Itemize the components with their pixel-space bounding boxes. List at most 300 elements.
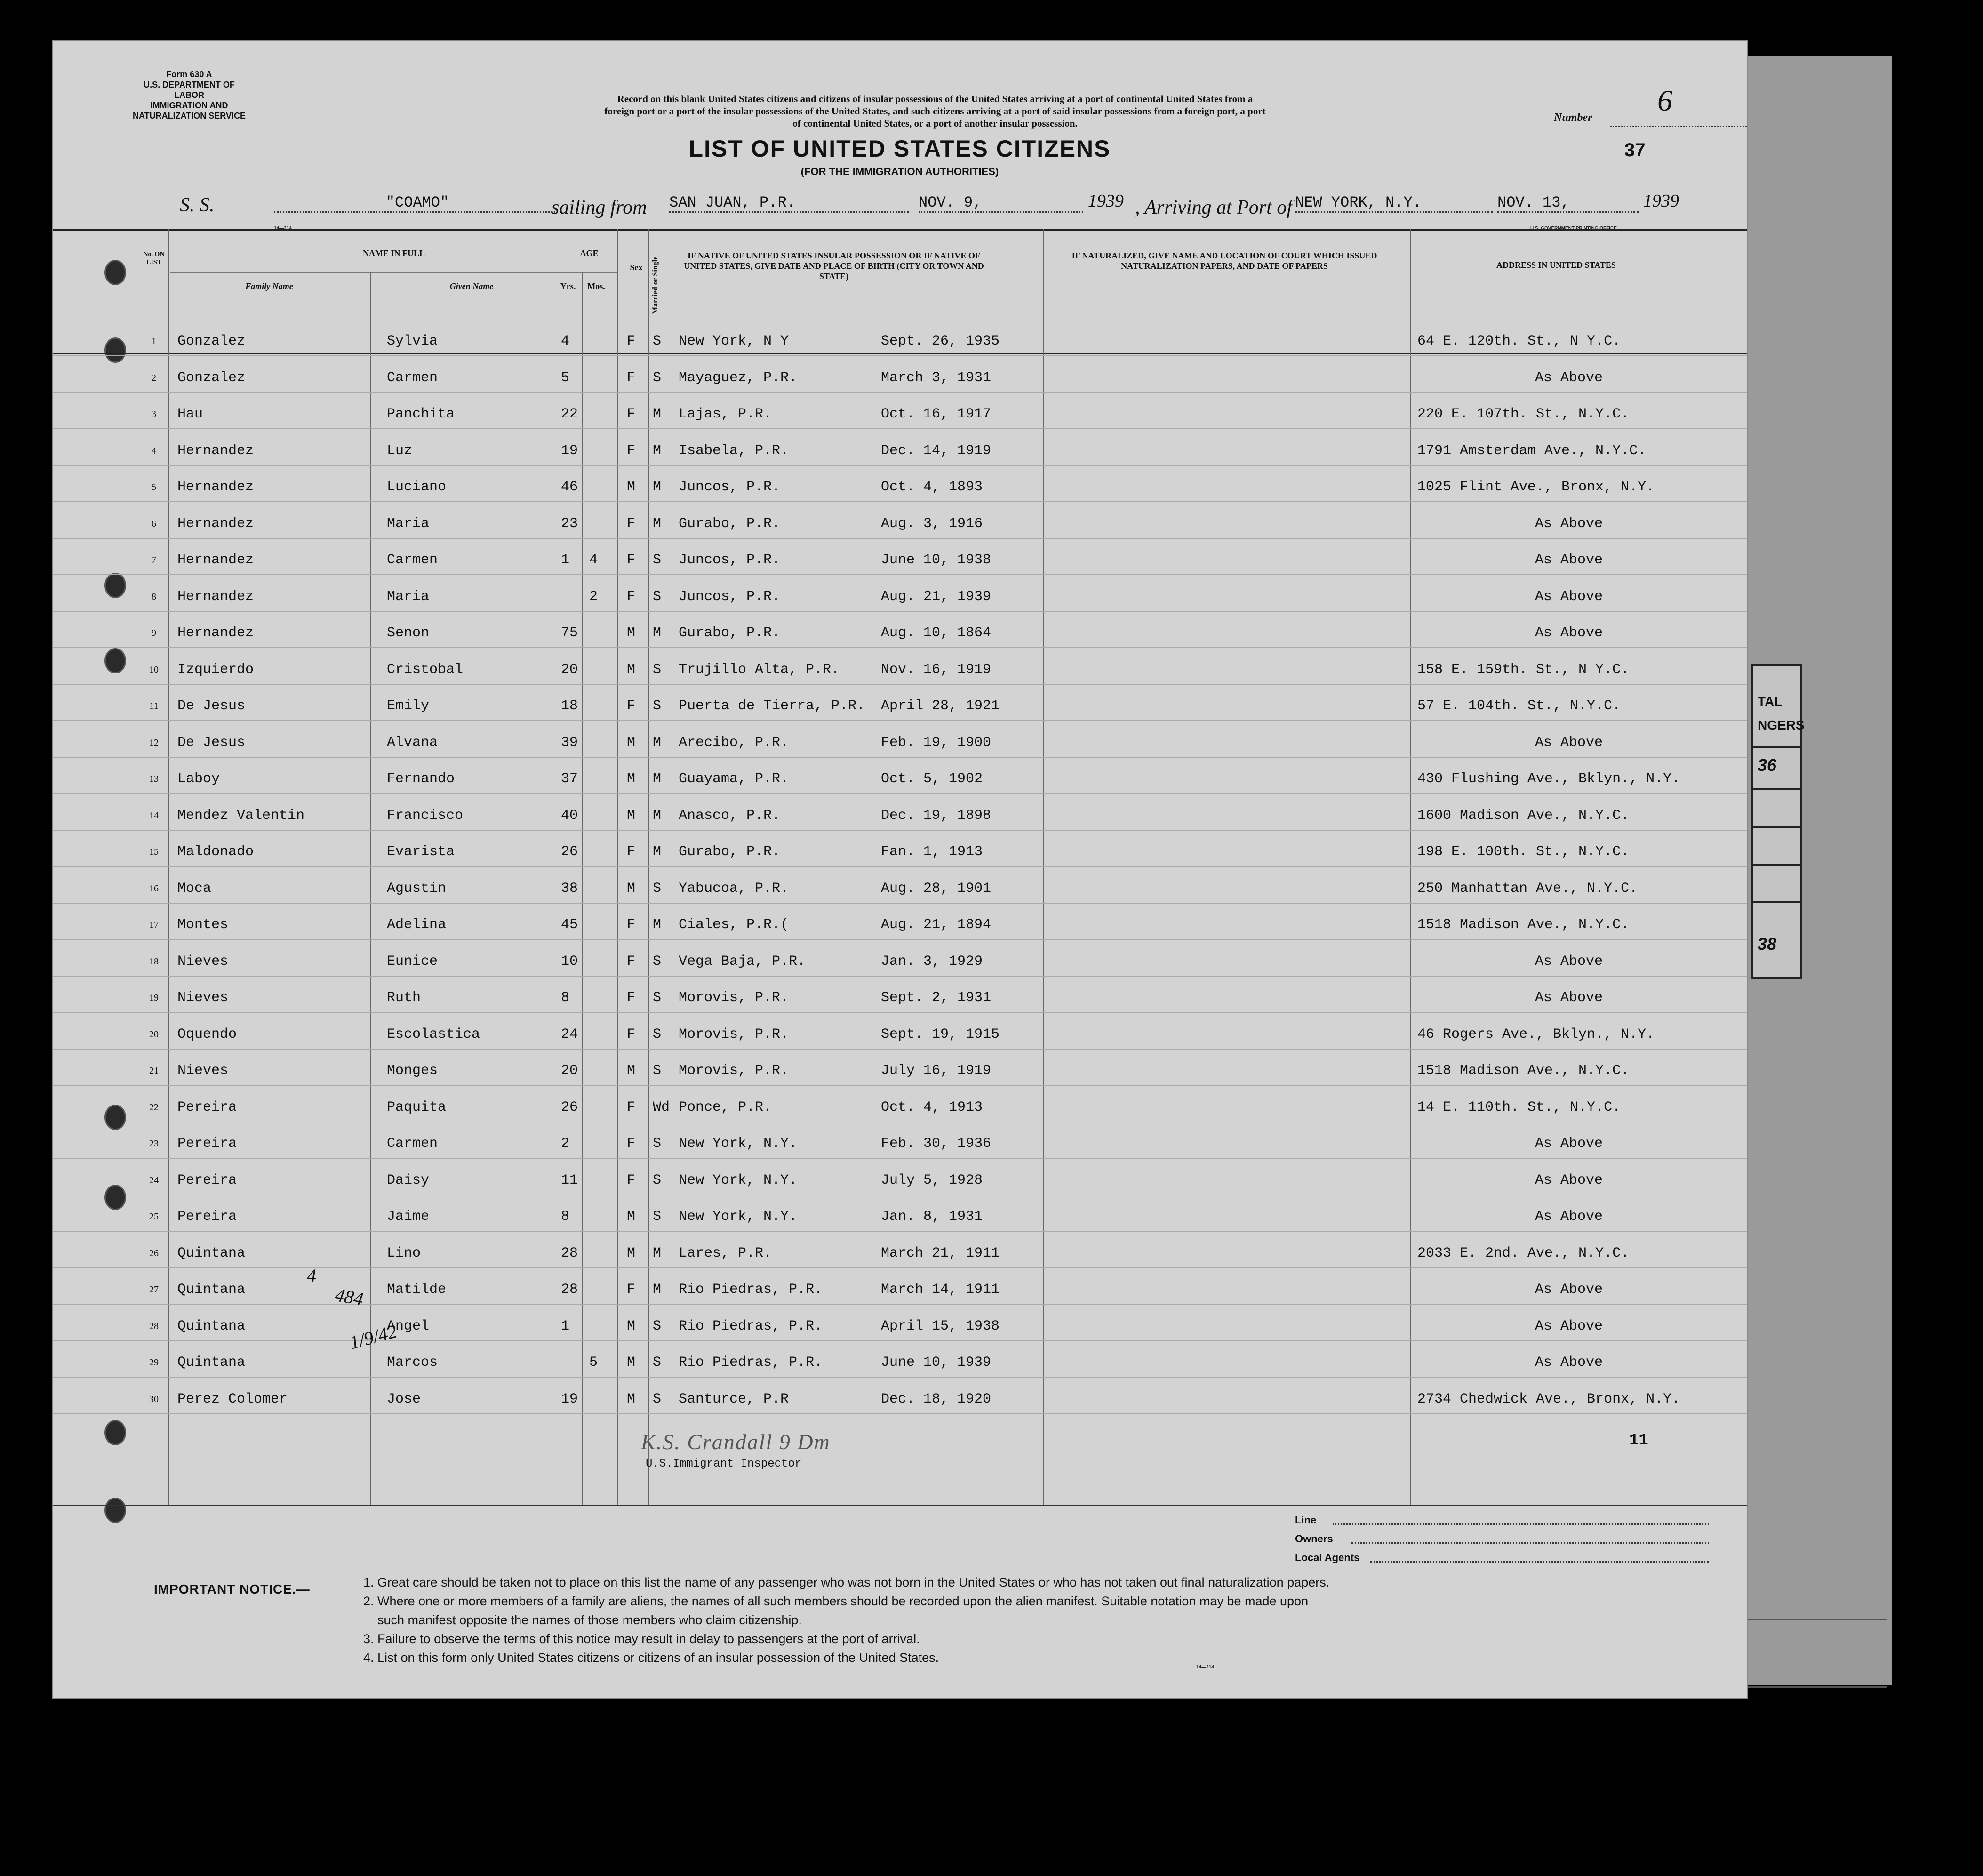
header-naturalized: IF NATURALIZED, GIVE NAME AND LOCATION OF COURT WHICH ISSUED NATURALIZATION PAPERS, AND DATE OF PAPERS — [1071, 251, 1377, 271]
cell-date: March 3, 1931 — [881, 369, 992, 386]
cell-date: March 21, 1911 — [881, 1245, 1000, 1261]
cell-ms: M — [653, 807, 662, 824]
cell-address: 2734 Chedwick Ave., Bronx, N.Y. — [1417, 1391, 1680, 1407]
cell-ms: S — [653, 698, 662, 714]
column-rule — [1410, 229, 1411, 1505]
cell-ms: M — [653, 1282, 662, 1298]
cell-sex: F — [627, 1282, 636, 1298]
cell-family: Oquendo — [177, 1026, 237, 1042]
cell-address: As Above — [1535, 734, 1603, 751]
arrival-year: 1939 — [1643, 191, 1679, 211]
cell-address: 1600 Madison Ave., N.Y.C. — [1417, 807, 1630, 824]
cell-no: 17 — [149, 920, 159, 930]
departure-date: NOV. 9, — [919, 194, 1083, 213]
cell-given: Adelina — [387, 917, 447, 933]
notice-lead: IMPORTANT NOTICE.— — [154, 1582, 310, 1596]
cell-yrs: 23 — [561, 515, 578, 532]
cell-date: March 14, 1911 — [881, 1282, 1000, 1298]
cell-yrs: 22 — [561, 406, 578, 422]
header-married-single: Married or Single — [651, 256, 659, 314]
row-rule — [53, 465, 1747, 466]
page-stack-lines — [1746, 1619, 1887, 1688]
cell-address: 250 Manhattan Ave., N.Y.C. — [1417, 880, 1638, 897]
side-tab-card — [1751, 664, 1805, 979]
record-instructions — [359, 93, 1511, 129]
number-label: Number — [1554, 112, 1592, 124]
cell-ms: M — [653, 406, 662, 422]
cell-yrs: 1 — [561, 1318, 570, 1334]
cell-given: Cristobal — [387, 661, 464, 678]
cell-address: As Above — [1535, 1172, 1603, 1188]
cell-family: Izquierdo — [177, 661, 254, 678]
dept-line: IMMIGRATION AND — [150, 101, 228, 110]
cell-given: Escolastica — [387, 1026, 480, 1042]
cell-ms: S — [653, 880, 662, 897]
cell-sex: F — [627, 953, 636, 970]
owners-label: Owners — [1295, 1533, 1333, 1545]
cell-sex: F — [627, 515, 636, 532]
side-tab-text-1: TAL — [1758, 694, 1783, 709]
cell-address: 1791 Amsterdam Ave., N.Y.C. — [1417, 442, 1647, 459]
cell-no: 11 — [149, 701, 159, 711]
binder-hole — [104, 1105, 126, 1130]
form-number: Form 630 A — [166, 70, 212, 79]
cell-no: 24 — [149, 1175, 159, 1186]
cell-family: Pereira — [177, 1136, 237, 1152]
page-title: LIST OF UNITED STATES CITIZENS — [688, 136, 1111, 162]
cell-yrs: 46 — [561, 479, 578, 495]
cell-address: 14 E. 110th. St., N.Y.C. — [1417, 1099, 1621, 1115]
cell-place: Gurabo, P.R. — [679, 515, 781, 532]
cell-address: As Above — [1535, 953, 1603, 970]
cell-family: Hernandez — [177, 479, 254, 495]
column-rule — [648, 229, 649, 1505]
hand-annotation-b: 484 — [333, 1284, 365, 1310]
cell-given: Monges — [387, 1063, 438, 1079]
row-rule — [53, 428, 1747, 429]
cell-family: De Jesus — [177, 734, 246, 751]
cell-place: New York, N.Y. — [679, 1172, 798, 1188]
local-agents-field — [1370, 1561, 1709, 1563]
manifest-page — [52, 40, 1748, 1699]
cell-yrs: 38 — [561, 880, 578, 897]
row-rule — [53, 501, 1747, 502]
cell-yrs: 19 — [561, 442, 578, 459]
row-rule — [53, 1231, 1747, 1232]
cell-address: 57 E. 104th. St., N.Y.C. — [1417, 698, 1621, 714]
cell-place: New York, N.Y. — [679, 1209, 798, 1225]
cell-date: Nov. 16, 1919 — [881, 661, 992, 678]
cell-given: Carmen — [387, 369, 438, 386]
cell-given: Carmen — [387, 1136, 438, 1152]
cell-place: Guayama, P.R. — [679, 771, 789, 787]
cell-given: Jaime — [387, 1209, 430, 1225]
cell-sex: F — [627, 588, 636, 605]
cell-no: 26 — [149, 1248, 159, 1259]
row-rule — [53, 538, 1747, 539]
cell-no: 9 — [152, 628, 156, 638]
cell-date: June 10, 1938 — [881, 552, 992, 568]
cell-sex: F — [627, 1136, 636, 1152]
cell-yrs: 20 — [561, 1063, 578, 1079]
page-number: 37 — [1624, 140, 1646, 160]
side-tab-rule — [1753, 901, 1800, 903]
cell-family: Pereira — [177, 1209, 237, 1225]
cell-no: 12 — [149, 737, 159, 748]
cell-place: Ponce, P.R. — [679, 1099, 772, 1115]
record-line: foreign port or a port of the insular possessions of the United States, and such citizens arriving at a port of said insular possessions from a foreign port, a port — [604, 105, 1266, 117]
cell-place: Santurce, P.R — [679, 1391, 789, 1407]
cell-ms: M — [653, 844, 662, 860]
owners-field — [1351, 1542, 1709, 1544]
cell-ms: M — [653, 479, 662, 495]
cell-address: As Above — [1535, 1209, 1603, 1225]
header-birth: IF NATIVE OF UNITED STATES INSULAR POSSESSION OR IF NATIVE OF UNITED STATES, GIVE DATE AND PLACE OF BIRTH (CITY OR TOWN AND STATE) — [684, 251, 984, 281]
cell-place: Isabela, P.R. — [679, 442, 789, 459]
column-rule — [1043, 229, 1044, 1505]
cell-date: Aug. 28, 1901 — [881, 880, 992, 897]
cell-ms: S — [653, 1172, 662, 1188]
hand-annotation-a: 4 — [307, 1265, 316, 1286]
cell-family: Quintana — [177, 1355, 246, 1371]
inspector-signature: K.S. Crandall 9 Dm — [641, 1430, 831, 1454]
cell-ms: S — [653, 333, 662, 349]
cell-date: Aug. 3, 1916 — [881, 515, 983, 532]
cell-place: Lajas, P.R. — [679, 406, 772, 422]
cell-sex: M — [627, 1245, 636, 1261]
cell-address: 220 E. 107th. St., N.Y.C. — [1417, 406, 1630, 422]
cell-given: Luz — [387, 442, 413, 459]
row-rule — [53, 1413, 1747, 1414]
cell-date: Oct. 16, 1917 — [881, 406, 992, 422]
cell-sex: F — [627, 990, 636, 1006]
departure-year: 1939 — [1088, 191, 1124, 211]
arriving-label: , Arriving at Port of — [1135, 197, 1293, 218]
cell-family: Hau — [177, 406, 203, 422]
notice-item: 4. List on this form only United States citizens or citizens of an insular possession of the United States. — [363, 1651, 939, 1665]
cell-place: New York, N.Y. — [679, 1136, 798, 1152]
cell-date: Aug. 21, 1894 — [881, 917, 992, 933]
line-label: Line — [1295, 1514, 1317, 1526]
cell-yrs: 5 — [561, 369, 570, 386]
cell-ms: S — [653, 369, 662, 386]
notice-item: such manifest opposite the names of those members who claim citizenship. — [377, 1613, 802, 1627]
cell-sex: F — [627, 698, 636, 714]
cell-sex: F — [627, 844, 636, 860]
side-tab-text-3: 36 — [1758, 755, 1777, 775]
column-rule — [617, 229, 618, 1505]
cell-address: As Above — [1535, 1136, 1603, 1152]
cell-no: 30 — [149, 1394, 159, 1404]
hand-annotation-c: 1/9/42 — [347, 1320, 400, 1354]
cell-no: 3 — [152, 409, 156, 419]
cell-yrs: 11 — [561, 1172, 578, 1188]
cell-given: Paquita — [387, 1099, 447, 1115]
cell-no: 6 — [152, 518, 156, 529]
cell-date: Oct. 4, 1913 — [881, 1099, 983, 1115]
cell-given: Agustin — [387, 880, 447, 897]
side-tab-rule — [1753, 788, 1800, 790]
cell-sex: F — [627, 917, 636, 933]
cell-no: 10 — [149, 664, 159, 675]
cell-yrs: 2 — [561, 1136, 570, 1152]
row-rule — [53, 1012, 1747, 1013]
header-rule — [170, 272, 617, 273]
cell-date: Aug. 10, 1864 — [881, 625, 992, 641]
cell-ms: S — [653, 990, 662, 1006]
cell-ms: M — [653, 1245, 662, 1261]
cell-yrs: 18 — [561, 698, 578, 714]
cell-family: Quintana — [177, 1282, 246, 1298]
notice-item: 1. Great care should be taken not to place on this list the name of any passenger who was not born in the United States or who has not taken out final naturalization papers. — [363, 1575, 1330, 1589]
header-family-name: Family Name — [245, 281, 293, 291]
cell-address: As Above — [1535, 552, 1603, 568]
row-rule — [53, 793, 1747, 794]
cell-given: Eunice — [387, 953, 438, 970]
cell-ms: S — [653, 1318, 662, 1334]
cell-yrs: 39 — [561, 734, 578, 751]
cell-date: Dec. 19, 1898 — [881, 807, 992, 824]
cell-family: Nieves — [177, 990, 229, 1006]
cell-no: 27 — [149, 1284, 159, 1295]
cell-given: Luciano — [387, 479, 447, 495]
cell-yrs: 28 — [561, 1282, 578, 1298]
inspector-title: U.S.Immigrant Inspector — [646, 1458, 802, 1470]
cell-yrs: 37 — [561, 771, 578, 787]
cell-yrs: 8 — [561, 990, 570, 1006]
cell-date: Jan. 3, 1929 — [881, 953, 983, 970]
record-line: Record on this blank United States citizens and citizens of insular possessions of the United States arriving at a port of continental United States from a — [617, 93, 1253, 104]
cell-no: 2 — [152, 372, 156, 383]
row-rule — [53, 1377, 1747, 1378]
cell-ms: M — [653, 625, 662, 641]
arrival-date: NOV. 13, — [1497, 194, 1639, 213]
cell-given: Angel — [387, 1318, 430, 1334]
header-mos: Mos. — [587, 281, 605, 291]
side-tab-rule — [1753, 864, 1800, 866]
cell-place: Rio Piedras, P.R. — [679, 1355, 823, 1371]
cell-mos: 2 — [589, 588, 598, 605]
cell-address: As Above — [1535, 990, 1603, 1006]
cell-yrs: 26 — [561, 1099, 578, 1115]
sailing-label: sailing from — [552, 197, 647, 218]
cell-no: 15 — [149, 847, 159, 857]
cell-ms: M — [653, 917, 662, 933]
cell-no: 4 — [152, 445, 156, 456]
cell-ms: M — [653, 734, 662, 751]
cell-family: Laboy — [177, 771, 220, 787]
cell-yrs: 40 — [561, 807, 578, 824]
cell-sex: M — [627, 1063, 636, 1079]
cell-no: 19 — [149, 993, 159, 1003]
cell-sex: F — [627, 406, 636, 422]
cell-yrs: 8 — [561, 1209, 570, 1225]
cell-place: Gurabo, P.R. — [679, 844, 781, 860]
cell-place: Arecibo, P.R. — [679, 734, 789, 751]
line-field — [1333, 1523, 1709, 1525]
cell-family: Hernandez — [177, 515, 254, 532]
row-rule — [53, 684, 1747, 685]
cell-family: Nieves — [177, 953, 229, 970]
footer-print-code: 14—214 — [1196, 1665, 1214, 1670]
cell-yrs: 19 — [561, 1391, 578, 1407]
cell-given: Sylvia — [387, 333, 438, 349]
notice-item: 2. Where one or more members of a family are aliens, the names of all such members should be recorded upon the alien manifest. Suitable notation may be made upon — [363, 1594, 1309, 1608]
cell-given: Carmen — [387, 552, 438, 568]
cell-no: 7 — [152, 555, 156, 565]
cell-sex: F — [627, 369, 636, 386]
cell-sex: M — [627, 734, 636, 751]
cell-yrs: 1 — [561, 552, 570, 568]
record-line: of continental United States, or a port of another insular possession. — [792, 118, 1078, 129]
cell-address: 1025 Flint Ave., Bronx, N.Y. — [1417, 479, 1655, 495]
cell-no: 13 — [149, 774, 159, 784]
row-rule — [53, 830, 1747, 831]
cell-no: 5 — [152, 482, 156, 492]
cell-address: 198 E. 100th. St., N.Y.C. — [1417, 844, 1630, 860]
cell-family: Gonzalez — [177, 333, 246, 349]
cell-address: 1518 Madison Ave., N.Y.C. — [1417, 1063, 1630, 1079]
cell-no: 29 — [149, 1357, 159, 1368]
cell-ms: S — [653, 1136, 662, 1152]
notice-item: 3. Failure to observe the terms of this notice may result in delay to passengers at the port of arrival. — [363, 1632, 920, 1646]
cell-date: Jan. 8, 1931 — [881, 1209, 983, 1225]
row-rule — [53, 939, 1747, 940]
cell-place: Gurabo, P.R. — [679, 625, 781, 641]
cell-date: July 16, 1919 — [881, 1063, 992, 1079]
cell-address: As Above — [1535, 1282, 1603, 1298]
cell-place: Rio Piedras, P.R. — [679, 1282, 823, 1298]
number-underline — [1610, 126, 1747, 127]
cell-family: Maldonado — [177, 844, 254, 860]
cell-date: Feb. 30, 1936 — [881, 1136, 992, 1152]
cell-family: Nieves — [177, 1063, 229, 1079]
cell-no: 21 — [149, 1066, 159, 1076]
cell-family: Pereira — [177, 1099, 237, 1115]
cell-place: Trujillo Alta, P.R. — [679, 661, 840, 678]
cell-place: New York, N Y — [679, 333, 789, 349]
cell-given: Daisy — [387, 1172, 430, 1188]
row-rule — [53, 866, 1747, 867]
cell-no: 25 — [149, 1211, 159, 1222]
cell-ms: S — [653, 552, 662, 568]
cell-address: As Above — [1535, 369, 1603, 386]
cell-family: De Jesus — [177, 698, 246, 714]
cell-address: As Above — [1535, 625, 1603, 641]
row-rule — [53, 574, 1747, 575]
binder-hole — [104, 648, 126, 673]
cell-sex: M — [627, 661, 636, 678]
row-rule — [53, 976, 1747, 977]
cell-family: Hernandez — [177, 625, 254, 641]
cell-place: Rio Piedras, P.R. — [679, 1318, 823, 1334]
binder-hole — [104, 1498, 126, 1523]
cell-ms: S — [653, 1355, 662, 1371]
form-identifier — [128, 69, 250, 121]
cell-given: Lino — [387, 1245, 421, 1261]
cell-place: Juncos, P.R. — [679, 552, 781, 568]
cell-ms: S — [653, 588, 662, 605]
cell-given: Evarista — [387, 844, 455, 860]
cell-place: Juncos, P.R. — [679, 479, 781, 495]
row-rule — [53, 647, 1747, 648]
cell-date: April 15, 1938 — [881, 1318, 1000, 1334]
cell-place: Vega Baja, P.R. — [679, 953, 806, 970]
cell-date: July 5, 1928 — [881, 1172, 983, 1188]
cell-given: Ruth — [387, 990, 421, 1006]
cell-no: 16 — [149, 883, 159, 894]
cell-no: 20 — [149, 1029, 159, 1040]
cell-place: Anasco, P.R. — [679, 807, 781, 824]
cell-sex: M — [627, 1209, 636, 1225]
cell-place: Morovis, P.R. — [679, 990, 789, 1006]
cell-address: 430 Flushing Ave., Bklyn., N.Y. — [1417, 771, 1680, 787]
cell-yrs: 26 — [561, 844, 578, 860]
cell-given: Senon — [387, 625, 430, 641]
cell-ms: S — [653, 953, 662, 970]
cell-given: Fernando — [387, 771, 455, 787]
cell-family: Montes — [177, 917, 229, 933]
row-rule — [53, 1158, 1747, 1159]
cell-ms: M — [653, 442, 662, 459]
cell-given: Maria — [387, 515, 430, 532]
cell-sex: F — [627, 552, 636, 568]
cell-date: Oct. 5, 1902 — [881, 771, 983, 787]
cell-no: 28 — [149, 1321, 159, 1331]
dept-line: U.S. DEPARTMENT OF LABOR — [144, 80, 235, 100]
cell-family: Pereira — [177, 1172, 237, 1188]
cell-ms: S — [653, 1063, 662, 1079]
cell-sex: M — [627, 625, 636, 641]
cell-place: Yabucoa, P.R. — [679, 880, 789, 897]
cell-address: 158 E. 159th. St., N Y.C. — [1417, 661, 1630, 678]
cell-family: Hernandez — [177, 588, 254, 605]
cell-address: 46 Rogers Ave., Bklyn., N.Y. — [1417, 1026, 1655, 1042]
side-tab-rule — [1753, 826, 1800, 828]
cell-address: 2033 E. 2nd. Ave., N.Y.C. — [1417, 1245, 1630, 1261]
arrival-port: NEW YORK, N.Y. — [1295, 194, 1493, 213]
dept-line: NATURALIZATION SERVICE — [132, 111, 246, 120]
cell-ms: S — [653, 1391, 662, 1407]
header-given-name: Given Name — [449, 281, 494, 291]
cell-given: Jose — [387, 1391, 421, 1407]
cell-date: Aug. 21, 1939 — [881, 588, 992, 605]
cell-place: Lares, P.R. — [679, 1245, 772, 1261]
cell-family: Mendez Valentin — [177, 807, 305, 824]
cell-date: June 10, 1939 — [881, 1355, 992, 1371]
header-address: ADDRESS IN UNITED STATES — [1496, 260, 1616, 270]
cell-ms: Wd — [653, 1099, 670, 1115]
side-tab-rule — [1753, 746, 1800, 748]
cell-address: 64 E. 120th. St., N Y.C. — [1417, 333, 1621, 349]
cell-address: 1518 Madison Ave., N.Y.C. — [1417, 917, 1630, 933]
row-rule — [53, 1340, 1747, 1341]
page-subtitle: (FOR THE IMMIGRATION AUTHORITIES) — [800, 166, 999, 177]
cell-date: Dec. 18, 1920 — [881, 1391, 992, 1407]
cell-given: Alvana — [387, 734, 438, 751]
cell-date: Dec. 14, 1919 — [881, 442, 992, 459]
cell-sex: M — [627, 1355, 636, 1371]
cell-yrs: 20 — [561, 661, 578, 678]
row-rule — [53, 903, 1747, 904]
cell-yrs: 10 — [561, 953, 578, 970]
header-age: AGE — [580, 249, 599, 258]
row-rule — [53, 1049, 1747, 1050]
side-tab-text-4: 38 — [1758, 934, 1777, 954]
cell-given: Matilde — [387, 1282, 447, 1298]
print-code: 14—214 — [274, 226, 292, 231]
row-rule — [53, 392, 1747, 393]
